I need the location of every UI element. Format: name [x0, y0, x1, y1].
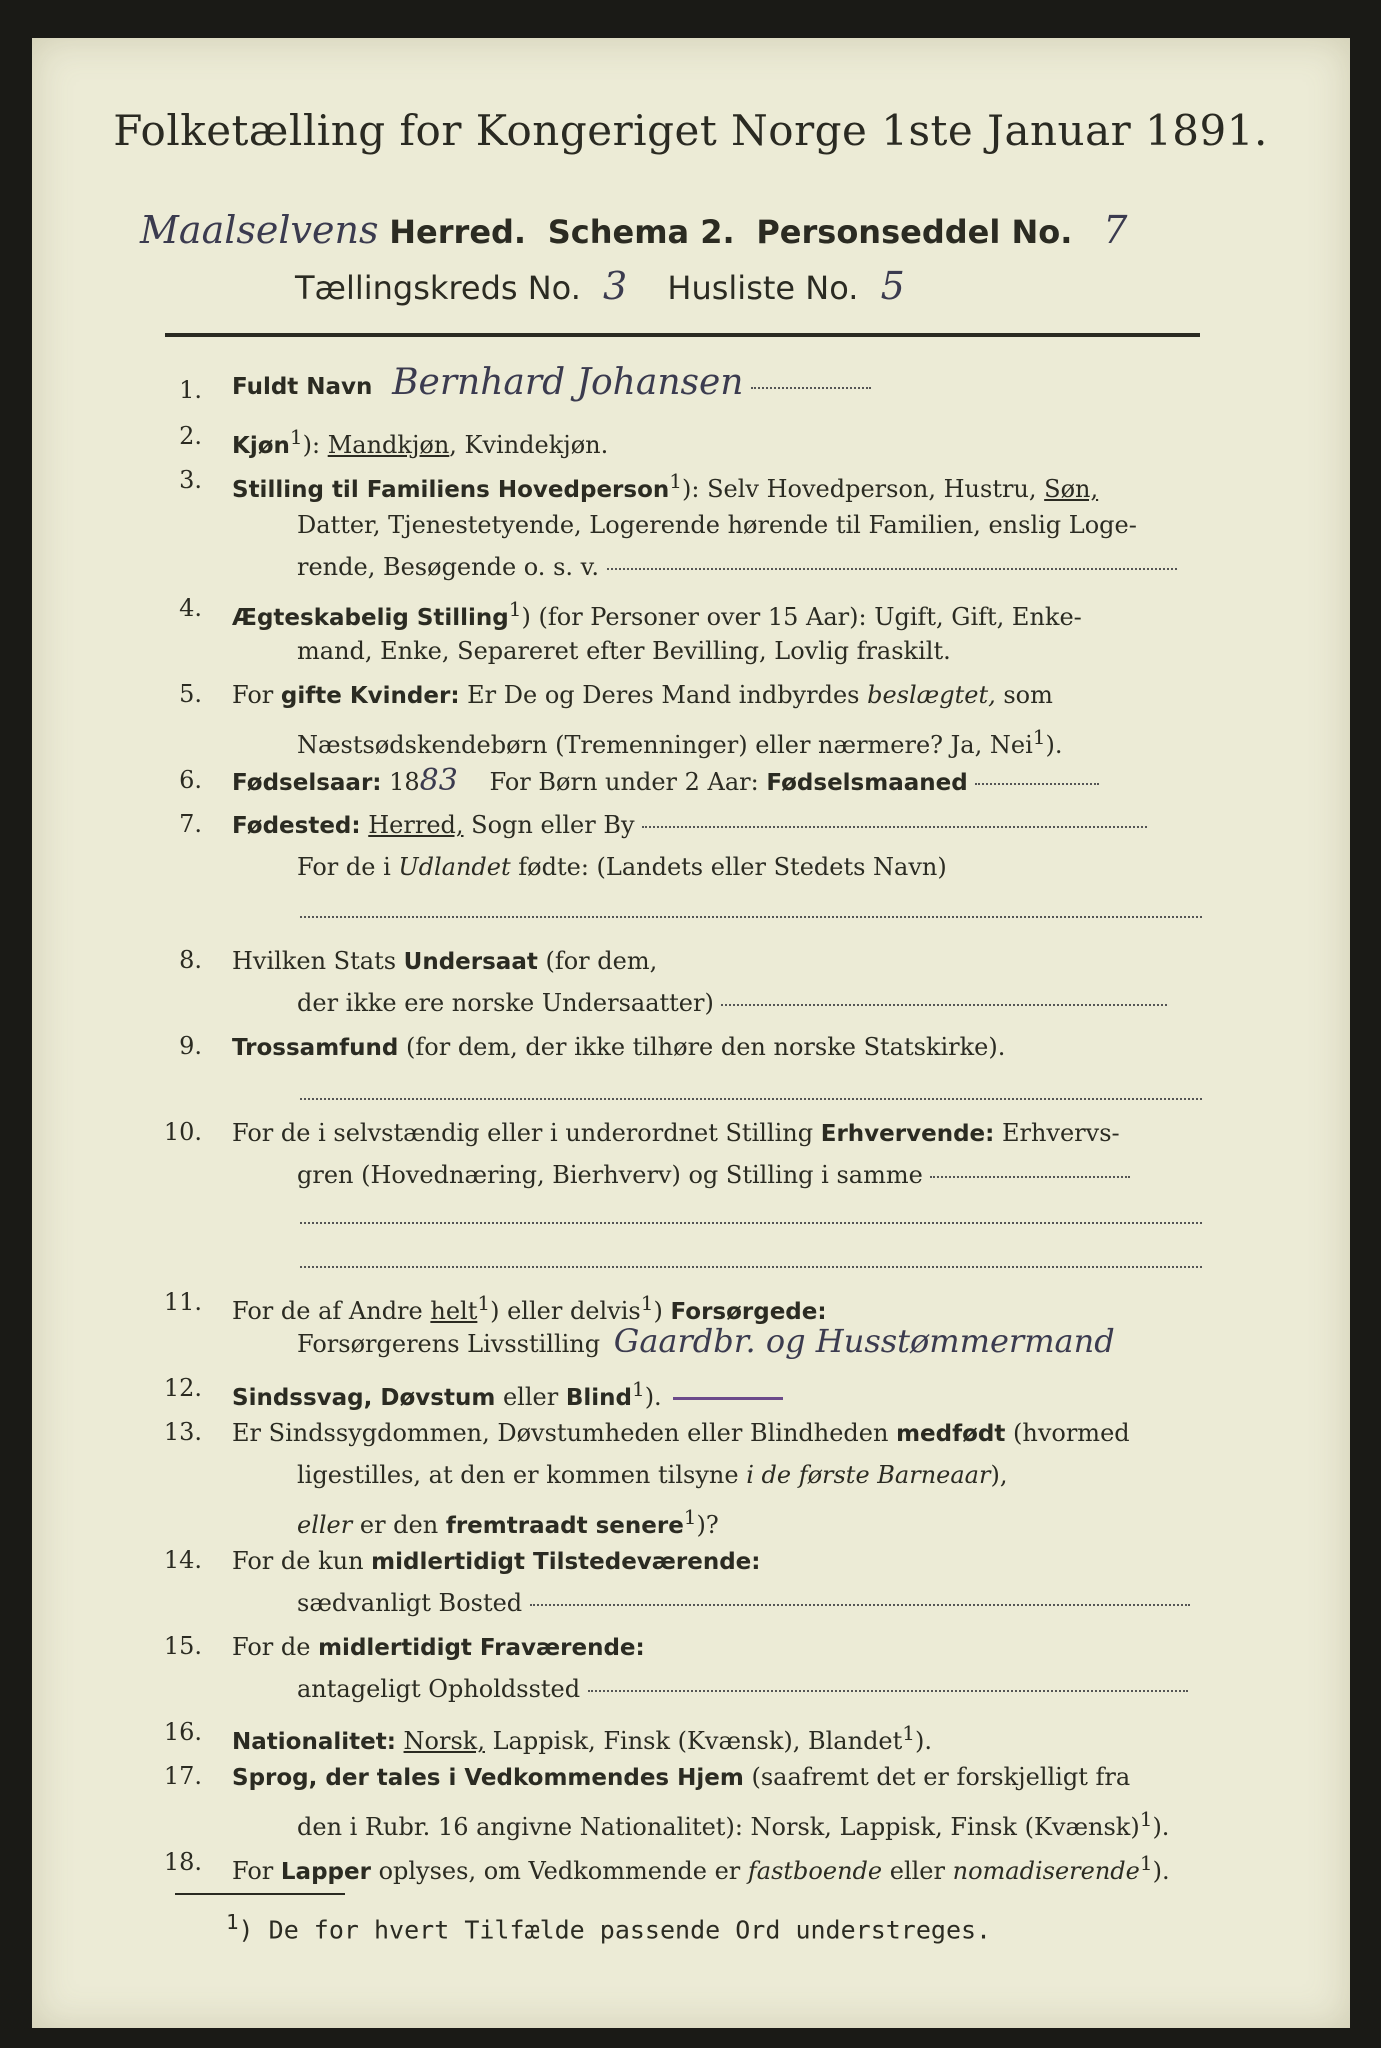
field-text: 18 [381, 768, 420, 796]
field-text: er den [352, 1511, 446, 1539]
field-number: 7. [179, 810, 202, 838]
field-label: Fuldt Navn [232, 374, 373, 400]
full-name-value: Bernhard Johansen [392, 362, 744, 403]
field-label: Erhvervende: [820, 1121, 995, 1147]
field-number: 3. [179, 466, 202, 494]
field-text: ), [990, 1461, 1008, 1489]
field-number: 14. [163, 1546, 202, 1574]
selected-option: Norsk, [403, 1727, 485, 1755]
field-label: Fødselsmaaned [766, 770, 968, 796]
field-label: Undersaat [403, 949, 538, 975]
field-number: 15. [163, 1632, 202, 1660]
field-label: Ægteskabelig Stilling [232, 605, 509, 631]
field-text: ). [1152, 1857, 1170, 1885]
footnote-ref: 1 [508, 597, 522, 621]
header-line-kreds [295, 264, 905, 308]
field-number: 1. [179, 376, 202, 404]
dotted-line [300, 1098, 1202, 1100]
field-text: ). [1152, 1813, 1170, 1841]
field-7-line-b [297, 852, 947, 882]
field-text: eller [297, 1511, 353, 1539]
field-13-congenital [232, 1418, 1130, 1449]
field-text: Udlandet [398, 853, 511, 881]
field-number: 17. [163, 1762, 202, 1790]
footnote-ref: 1 [1032, 725, 1046, 749]
field-text: (saafremt det er forskjelligt fra [743, 1763, 1131, 1791]
schema-label: Schema 2. [547, 213, 735, 251]
field-label: Blind [565, 1385, 632, 1411]
field-12-disability [232, 1374, 783, 1413]
field-number: 5. [179, 680, 202, 708]
dotted-line [300, 916, 1202, 918]
field-label: Forsørgede: [670, 1299, 827, 1325]
field-text: gren (Hovednæring, Bierhverv) og Stilling i samme [297, 1161, 923, 1189]
field-number: 11. [163, 1288, 202, 1316]
field-8-line-b [297, 988, 1167, 1018]
field-text: ) (for Personer over 15 Aar): Ugift, Gift, Enke- [521, 603, 1082, 631]
field-text: nomadiserende [952, 1857, 1140, 1885]
header-rule [165, 333, 1200, 337]
husliste-no: 5 [880, 264, 905, 308]
husliste-label: Husliste No. [667, 269, 859, 307]
birth-year-value: 83 [419, 763, 458, 798]
field-10-blank-1 [300, 1206, 1202, 1236]
field-text: rende, Besøgende o. s. v. [297, 553, 599, 581]
field-text: )? [696, 1511, 719, 1539]
field-text: den i Rubr. 16 angivne Nationalitet): Norsk, Lappisk, Finsk (Kvænsk) [297, 1813, 1140, 1841]
field-label: Sindssvag, Døvstum [232, 1385, 496, 1411]
field-10-blank-2 [300, 1250, 1202, 1280]
handwritten-stroke [673, 1397, 783, 1400]
field-text: Forsørgerens Livsstilling [297, 1330, 601, 1358]
field-number: 8. [179, 946, 202, 974]
field-number: 2. [179, 422, 202, 450]
field-7-blank [300, 900, 1202, 930]
field-17-language [232, 1762, 1130, 1793]
footnote-ref: 1 [669, 469, 682, 493]
field-text: ligestilles, at den er kommen tilsyne [297, 1461, 747, 1489]
dotted-line [607, 568, 1177, 570]
header-line-herred [140, 208, 1127, 252]
field-5-married-women [232, 680, 1053, 711]
field-text: fastboende [747, 1857, 883, 1885]
footnote-rule [175, 1893, 345, 1895]
field-3-line-c [297, 552, 1177, 582]
dotted-line [751, 387, 871, 389]
footnote-ref: 1 [683, 1505, 697, 1529]
field-text: Er Sindssygdommen, Døvstumheden eller Blindheden [232, 1419, 897, 1447]
dotted-line [300, 1222, 1202, 1224]
field-text: Er De og Deres Mand indbyrdes [459, 681, 868, 709]
field-label: Lapper [280, 1859, 371, 1885]
selected-option: Søn, [1044, 475, 1099, 503]
field-text: ) eller delvis [490, 1297, 641, 1325]
field-label: Kjøn [232, 433, 290, 459]
footnote [226, 1910, 991, 1944]
field-8-citizenship [232, 946, 657, 977]
field-7-birthplace [232, 810, 1147, 841]
field-text: fødte: (Landets eller Stedets Navn) [510, 853, 947, 881]
field-text: Lappisk, Finsk (Kvænsk), Blandet [484, 1727, 903, 1755]
field-text: der ikke ere norske Undersaatter) [297, 989, 714, 1017]
footnote-ref: 1 [477, 1291, 491, 1315]
field-18-sami [232, 1848, 1170, 1887]
field-9-religion [232, 1032, 1005, 1063]
field-10-line-b [297, 1160, 1130, 1190]
field-text: For de kun [232, 1547, 372, 1575]
field-3-family-position [232, 466, 1098, 505]
field-14-temporary-present [232, 1546, 760, 1577]
field-15-temporary-absent [232, 1632, 645, 1663]
field-text: Sogn eller By [463, 811, 635, 839]
field-text: ). [1045, 731, 1063, 759]
dotted-line [300, 1266, 1202, 1268]
field-text: For [232, 1857, 281, 1885]
field-label: Stilling til Familiens Hovedperson [232, 477, 670, 503]
herred-name: Maalselvens [140, 208, 379, 252]
footnote-ref: 1 [226, 1910, 239, 1934]
dotted-line [530, 1604, 1190, 1606]
field-label: Nationalitet: [232, 1729, 396, 1755]
field-9-blank [300, 1082, 1202, 1112]
field-text: mand, Enke, Separeret efter Bevilling, Lovlig fraskilt. [297, 637, 951, 665]
field-text: (for dem, [537, 947, 658, 975]
field-label: medfødt [896, 1421, 1006, 1447]
field-11-line-b [297, 1322, 1115, 1360]
taellingskreds-label: Tællingskreds No. [295, 269, 581, 307]
field-label: gifte Kvinder: [280, 683, 460, 709]
personseddel-label: Personseddel No. [756, 213, 1073, 251]
footnote-text: ) De for hvert Tilfælde passende Ord understreges. [238, 1915, 992, 1945]
field-label: Fødselsaar: [232, 770, 382, 796]
field-text: eller [495, 1383, 566, 1411]
dotted-line [930, 1176, 1130, 1178]
field-number: 18. [163, 1848, 202, 1876]
field-number: 16. [163, 1718, 202, 1746]
footnote-ref: 1 [289, 425, 303, 449]
field-text: Datter, Tjenestetyende, Logerende hørende til Familien, enslig Loge- [297, 511, 1137, 539]
field-text: , Kvindekjøn. [449, 431, 609, 459]
dotted-line [642, 826, 1147, 828]
field-label: midlertidigt Tilstedeværende: [371, 1549, 761, 1575]
field-text: For Børn under 2 Aar: [489, 768, 767, 796]
field-text: antageligt Opholdssted [297, 1675, 581, 1703]
selected-option: Herred, [368, 811, 464, 839]
selected-option: helt [430, 1297, 478, 1325]
field-text: eller [882, 1857, 953, 1885]
field-15-line-b [297, 1674, 1188, 1704]
field-text: i de første Barneaar [746, 1461, 991, 1489]
field-label: Trossamfund [232, 1035, 399, 1061]
footnote-ref: 1 [640, 1291, 654, 1315]
field-text: ): [302, 431, 328, 459]
field-text: ). [644, 1383, 662, 1411]
field-text: oplyses, om Vedkommende er [370, 1857, 748, 1885]
field-text: (hvormed [1005, 1419, 1130, 1447]
field-label: midlertidigt Fraværende: [318, 1635, 645, 1661]
taellingskreds-no: 3 [603, 264, 628, 308]
field-text: For [232, 681, 281, 709]
field-1-full-name [232, 362, 871, 403]
field-6-birth-year [232, 763, 1099, 798]
field-number: 13. [163, 1418, 202, 1446]
field-number: 12. [163, 1374, 202, 1402]
selected-option: Mandkjøn [327, 431, 450, 459]
form-title: Folketælling for Kongeriget Norge 1ste Januar 1891. [113, 106, 1268, 155]
field-13-line-b [297, 1460, 1007, 1490]
field-text: (for dem, der ikke tilhøre den norske Statskirke). [398, 1033, 1006, 1061]
field-text: Erhvervs- [994, 1119, 1120, 1147]
field-number: 6. [179, 766, 202, 794]
footnote-ref: 1 [1139, 1851, 1153, 1875]
field-number: 9. [179, 1032, 202, 1060]
field-14-line-b [297, 1588, 1190, 1618]
field-5-line-b [297, 722, 1062, 760]
footnote-ref: 1 [1139, 1807, 1153, 1831]
footnote-ref: 1 [902, 1721, 916, 1745]
field-17-line-b [297, 1804, 1169, 1842]
provider-occupation-value: Gaardbr. og Husstømmermand [613, 1322, 1115, 1360]
field-13-line-c [297, 1502, 719, 1541]
personseddel-no: 7 [1103, 208, 1128, 252]
field-text: For de i selvstændig eller i underordnet Stilling [232, 1119, 821, 1147]
field-number: 10. [163, 1118, 202, 1146]
field-text: For de i [297, 853, 399, 881]
footnote-ref: 1 [631, 1377, 645, 1401]
field-text: ): Selv Hovedperson, Hustru, [682, 475, 1045, 503]
field-label: Sprog, der tales i Vedkommendes Hjem [232, 1765, 744, 1791]
herred-label: Herred. [389, 213, 527, 251]
field-text: Næstsødskendebørn (Tremenninger) eller nærmere? Ja, Nei [297, 731, 1033, 759]
dotted-line [721, 1004, 1167, 1006]
field-text: For de [232, 1633, 319, 1661]
field-text: sædvanligt Bosted [297, 1589, 523, 1617]
field-text: For de af Andre [232, 1297, 431, 1325]
field-2-gender [232, 422, 608, 461]
field-16-nationality [232, 1718, 932, 1757]
field-4-marital-status [232, 594, 1082, 633]
dotted-line [588, 1690, 1188, 1692]
field-text: som [995, 681, 1053, 709]
field-number: 4. [179, 594, 202, 622]
field-text: beslægtet, [867, 681, 996, 709]
field-label: Fødested: [232, 813, 361, 839]
field-10-occupation [232, 1118, 1120, 1149]
dotted-line [975, 783, 1099, 785]
field-text: ). [915, 1727, 933, 1755]
field-text: ) [653, 1297, 671, 1325]
field-text: Hvilken Stats [232, 947, 404, 975]
field-label: fremtraadt senere [445, 1513, 684, 1539]
